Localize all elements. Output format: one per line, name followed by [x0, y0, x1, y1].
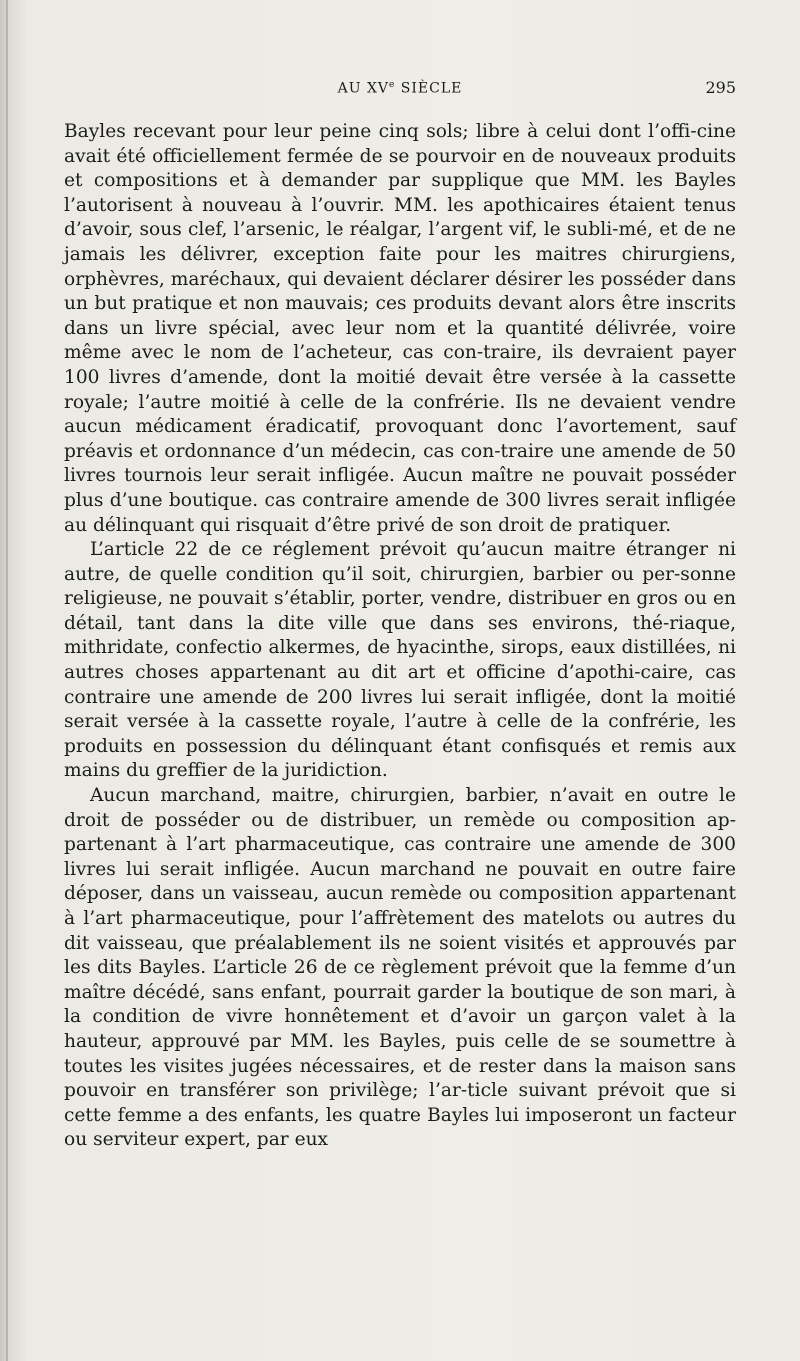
paragraph-1: Bayles recevant pour leur peine cinq sols; libre à celui dont l’offi-cine avait été officiellement fermée de se pourvoir en de nouveaux produits et compositions et à demander par supplique que MM. les Bayles l’autorisent à nouveau à l’ouvrir. MM. les apothicaires étaient tenus d’avoir, sous clef, l’arsenic, le réalgar, l’argent vif, le subli-mé, et de ne jamais les délivrer, exception faite pour les maitres chirurgiens, orphèvres, maréchaux, qui devaient déclarer désirer les posséder dans un but pratique et non mauvais; ces produits devant alors être inscrits dans un livre spécial, avec leur nom et la quantité délivrée, voire même avec le nom de l’acheteur, cas con-traire, ils devraient payer 100 livres d’amende, dont la moitié devait être versée à la cassette royale; l’autre moitié à celle de la confrérie. Ils ne devaient vendre aucun médicament éradicatif, provoquant donc l’avortement, sauf préavis et ordonnance d’un médecin, cas con-traire une amende de 50 livres tournois leur serait infligée. Aucun maître ne pouvait posséder plus d’une boutique. cas contraire amende de 300 livres serait infligée au délinquant qui risquait d’être privé de son droit de pratiquer.	[64, 121, 736, 536]
body-text	[64, 120, 736, 1153]
running-title-superscript: e	[389, 80, 396, 90]
running-title-prefix: AU XV	[337, 80, 390, 97]
paragraph-3: Aucun marchand, maitre, chirurgien, barbier, n’avait en outre le droit de posséder ou de distribuer, un remède ou composition ap-partenant à l’art pharmaceutique, cas contraire une amende de 300 livres lui serait infligée. Aucun marchand ne pouvait en outre faire déposer, dans un vaisseau, aucun remède ou composition appartenant à l’art pharmaceutique, pour l’affrètement des matelots ou autres du dit vaisseau, que préalablement ils ne soient visités et approuvés par les dits Bayles. L’article 26 de ce règlement prévoit que la femme d’un maître décédé, sans enfant, pourrait garder la boutique de son mari, à la condition de vivre honnêtement et d’avoir un garçon valet à la hauteur, approuvé par MM. les Bayles, puis celle de se soumettre à toutes les visites jugées nécessaires, et de rester dans la maison sans pouvoir en transférer son privilège; l’ar-ticle suivant prévoit que si cette femme a des enfants, les quatre Bayles lui imposeront un facteur ou serviteur expert, par eux	[64, 785, 736, 1151]
running-title	[64, 80, 736, 97]
running-title-suffix: SIÈCLE	[395, 80, 463, 97]
page-number: 295	[705, 78, 736, 97]
page-header	[64, 78, 736, 102]
binding-gutter	[6, 0, 8, 1361]
paragraph-2: L’article 22 de ce réglement prévoit qu’aucun maitre étranger ni autre, de quelle condition qu’il soit, chirurgien, barbier ou per-sonne religieuse, ne pouvait s’établir, porter, vendre, distribuer en gros ou en détail, tant dans la dite ville que dans ses environs, thé-riaque, mithridate, confectio alkermes, de hyacinthe, sirops, eaux distillées, ni autres choses appartenant au dit art et officine d’apothi-caire, cas contraire une amende de 200 livres lui serait infligée, dont la moitié serait versée à la cassette royale, l’autre à celle de la confrérie, les produits en possession du délinquant étant confisqués et remis aux mains du greffier de la juridiction.	[64, 539, 736, 782]
